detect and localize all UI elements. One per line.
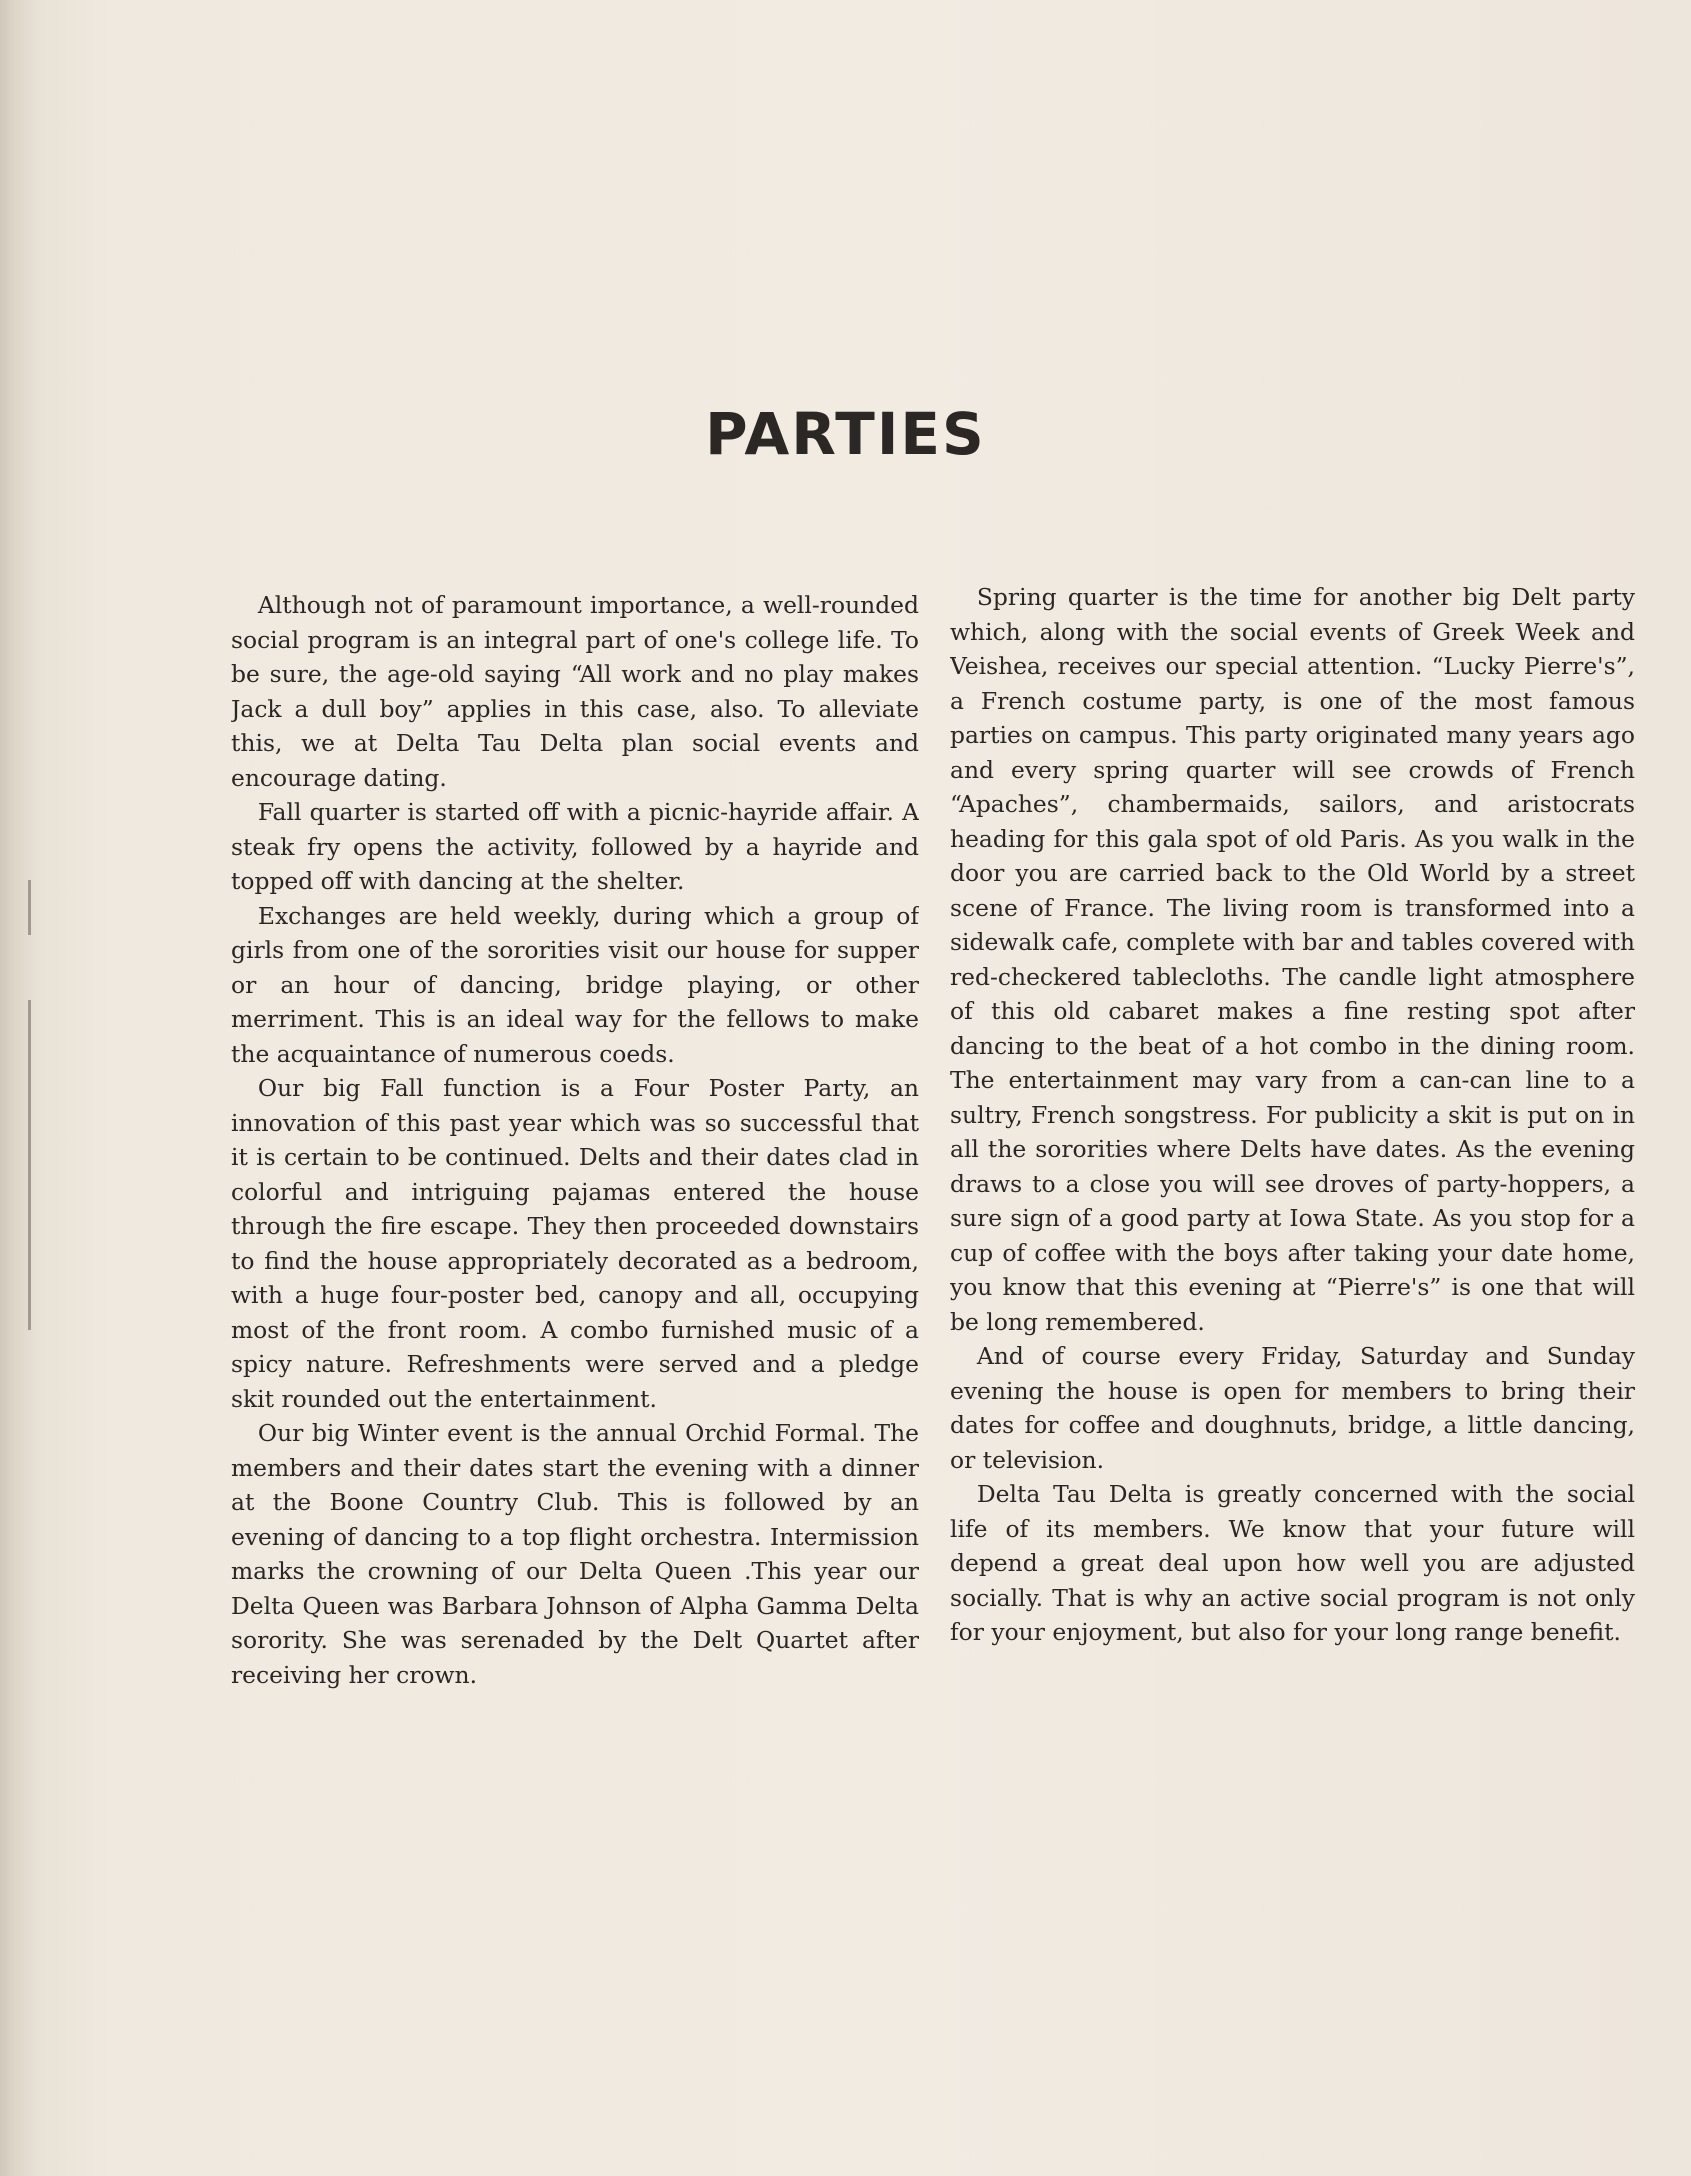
paragraph-spring-quarter: Spring quarter is the time for another big Delt party which, along with the social events of Greek Week and Veishea, receives our special attention. “Lucky Pierre's”, a French costume party, is one of the most famous parties on campus. This party originated many years ago and every spring quarter will see crowds of French “Apaches”, chambermaids, sailors, and aristocrats heading for this gala spot of old Paris. As you walk in the door you are carried back to the Old World by a street scene of France. The living room is transformed into a sidewalk cafe, complete with bar and tables covered with red-checkered tablecloths. The candle light atmosphere of this old cabaret makes a fine resting spot after dancing to the beat of a hot combo in the dining room. The entertainment may vary from a can-can line to a sultry, French songstress. For publicity a skit is put on in all the sororities where Delts have dates. As the evening draws to a close you will see droves of party-hoppers, a sure sign of a good party at Iowa State. As you stop for a cup of coffee with the boys after taking your date home, you know that this evening at “Pierre's” is one that will be long remembered. bbox=[950, 583, 1635, 1336]
paragraph-fall-quarter: Fall quarter is started off with a picnic-hayride affair. A steak fry opens the activity, followed by a hayride and topped off with dancing at the shelter. bbox=[231, 798, 919, 895]
paragraph-weekend-evenings: And of course every Friday, Saturday and Sunday evening the house is open for members to bring their dates for coffee and doughnuts, bridge, a little dancing, or television. bbox=[950, 1342, 1635, 1474]
paragraph-four-poster-party: Our big Fall function is a Four Poster Party, an innovation of this past year which was so successful that it is certain to be continued. Delts and their dates clad in colorful and intriguing pajamas entered the house through the fire escape. They then proceeded downstairs to find the house appropriately decorated as a bedroom, with a huge four-poster bed, canopy and all, occupying most of the front room. A combo furnished music of a spicy nature. Refreshments were served and a pledge skit rounded out the entertainment. bbox=[231, 1074, 919, 1413]
paragraph-intro: Although not of paramount importance, a well-rounded social program is an integral part of one's college life. To be sure, the age-old saying “All work and no play makes Jack a dull boy” applies in this case, also. To alleviate this, we at Delta Tau Delta plan social events and encourage dating. bbox=[231, 591, 919, 792]
paragraph-conclusion: Delta Tau Delta is greatly concerned with the social life of its members. We know that your future will depend a great deal upon how well you are adjusted socially. That is why an active social program is not only for your enjoyment, but also for your long range benefit. bbox=[950, 1480, 1635, 1646]
binding-edge bbox=[28, 1000, 31, 1330]
paragraph-orchid-formal: Our big Winter event is the annual Orchid Formal. The members and their dates start the evening with a dinner at the Boone Country Club. This is followed by an evening of dancing to a top flight orchestra. Intermission marks the crowning of our Delta Queen .This year our Delta Queen was Barbara Johnson of Alpha Gamma Delta sorority. She was serenaded by the Delt Quartet after receiving her crown. bbox=[231, 1419, 919, 1689]
paragraph-exchanges: Exchanges are held weekly, during which a group of girls from one of the sororities visit our house for supper or an hour of dancing, bridge playing, or other merriment. This is an ideal way for the fellows to make the acquaintance of numerous coeds. bbox=[231, 901, 919, 1068]
right-column bbox=[950, 580, 1635, 1650]
binding-edge bbox=[28, 880, 31, 935]
page-title: PARTIES bbox=[705, 400, 986, 468]
left-column bbox=[231, 588, 919, 1692]
